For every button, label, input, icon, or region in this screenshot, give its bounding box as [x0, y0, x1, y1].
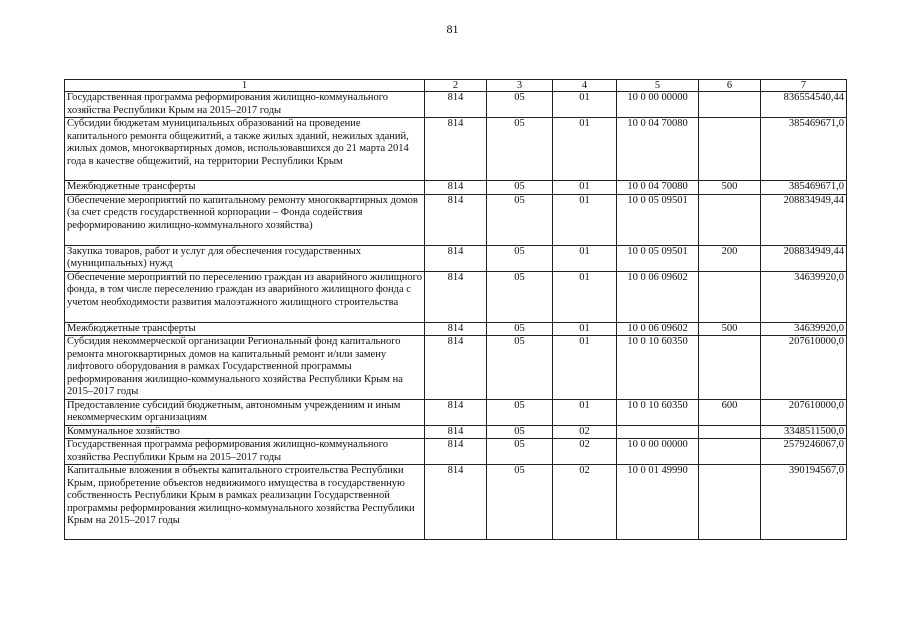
- table-row: [65, 118, 847, 181]
- target-article-code: 10 0 00 00000: [617, 92, 699, 118]
- row-name: Обеспечение мероприятий по переселению граждан из аварийного жилищного фонда, в том числе переселению граждан из аварийного жилищного фонда с учетом необходимости развития малоэтажного жилищного строительства: [65, 271, 425, 322]
- amount: 207610000,0: [761, 399, 847, 425]
- target-article-code: 10 0 10 60350: [617, 399, 699, 425]
- section-code: 05: [487, 245, 553, 271]
- section-code: 05: [487, 271, 553, 322]
- ministry-code: 814: [425, 92, 487, 118]
- ministry-code: 814: [425, 194, 487, 245]
- subsection-code: 01: [553, 181, 617, 195]
- amount: 34639920,0: [761, 271, 847, 322]
- target-article-code: 10 0 06 09602: [617, 322, 699, 336]
- row-name: Государственная программа реформирования жилищно-коммунального хозяйства Республики Крым на 2015–2017 годы: [65, 92, 425, 118]
- expense-type-code: [699, 92, 761, 118]
- header-cell-2: 2: [425, 80, 487, 92]
- section-code: 05: [487, 92, 553, 118]
- ministry-code: 814: [425, 271, 487, 322]
- target-article-code: 10 0 04 70080: [617, 181, 699, 195]
- header-cell-1: 1: [65, 80, 425, 92]
- subsection-code: 01: [553, 399, 617, 425]
- section-code: 05: [487, 439, 553, 465]
- expense-type-code: [699, 118, 761, 181]
- amount: 385469671,0: [761, 118, 847, 181]
- table-row: [65, 245, 847, 271]
- header-cell-7: 7: [761, 80, 847, 92]
- header-row: [65, 80, 847, 92]
- amount: 2579246067,0: [761, 439, 847, 465]
- header-cell-5: 5: [617, 80, 699, 92]
- expense-type-code: [699, 425, 761, 439]
- header-cell-6: 6: [699, 80, 761, 92]
- subsection-code: 02: [553, 439, 617, 465]
- section-code: 05: [487, 181, 553, 195]
- subsection-code: 02: [553, 465, 617, 540]
- table-row: [65, 271, 847, 322]
- table-row: [65, 425, 847, 439]
- subsection-code: 01: [553, 194, 617, 245]
- section-code: 05: [487, 399, 553, 425]
- table-row: [65, 439, 847, 465]
- amount: 207610000,0: [761, 336, 847, 400]
- subsection-code: 01: [553, 92, 617, 118]
- section-code: 05: [487, 118, 553, 181]
- subsection-code: 01: [553, 271, 617, 322]
- amount: 34639920,0: [761, 322, 847, 336]
- ministry-code: 814: [425, 322, 487, 336]
- page-number: 81: [446, 22, 459, 36]
- expense-type-code: [699, 336, 761, 400]
- ministry-code: 814: [425, 336, 487, 400]
- section-code: 05: [487, 425, 553, 439]
- row-name: Субсидии бюджетам муниципальных образований на проведение капитального ремонта общежитий, а также жилых зданий, нежилых зданий, жилых домов, многоквартирных домов, использовавшихся до 21 марта 2014 года в качестве общежитий, на территории Республики Крым: [65, 118, 425, 181]
- ministry-code: 814: [425, 245, 487, 271]
- ministry-code: 814: [425, 181, 487, 195]
- target-article-code: [617, 425, 699, 439]
- table-row: [65, 194, 847, 245]
- target-article-code: 10 0 04 70080: [617, 118, 699, 181]
- amount: 390194567,0: [761, 465, 847, 540]
- target-article-code: 10 0 05 09501: [617, 194, 699, 245]
- expense-type-code: 500: [699, 181, 761, 195]
- target-article-code: 10 0 10 60350: [617, 336, 699, 400]
- section-code: 05: [487, 194, 553, 245]
- subsection-code: 01: [553, 322, 617, 336]
- ministry-code: 814: [425, 425, 487, 439]
- amount: 385469671,0: [761, 181, 847, 195]
- section-code: 05: [487, 465, 553, 540]
- section-code: 05: [487, 322, 553, 336]
- target-article-code: 10 0 06 09602: [617, 271, 699, 322]
- expense-type-code: 600: [699, 399, 761, 425]
- expense-type-code: [699, 439, 761, 465]
- expense-type-code: 200: [699, 245, 761, 271]
- expense-type-code: [699, 465, 761, 540]
- row-name: Субсидия некоммерческой организации Региональный фонд капитального ремонта многоквартирных домов на капитальный ремонт и/или замену лифтового оборудования в рамках Государственной программы реформирования жилищно-коммунального хозяйства Республики Крым на 2015–2017 годы: [65, 336, 425, 400]
- amount: 208834949,44: [761, 245, 847, 271]
- ministry-code: 814: [425, 399, 487, 425]
- section-code: 05: [487, 336, 553, 400]
- target-article-code: 10 0 05 09501: [617, 245, 699, 271]
- row-name: Обеспечение мероприятий по капитальному ремонту многоквартирных домов (за счет средств государственной корпорации – Фонда содействия реформированию жилищно-коммунального хозяйства): [65, 194, 425, 245]
- ministry-code: 814: [425, 465, 487, 540]
- amount: 3348511500,0: [761, 425, 847, 439]
- header-cell-3: 3: [487, 80, 553, 92]
- target-article-code: 10 0 01 49990: [617, 465, 699, 540]
- subsection-code: 01: [553, 118, 617, 181]
- subsection-code: 02: [553, 425, 617, 439]
- row-name: Закупка товаров, работ и услуг для обеспечения государственных (муниципальных) нужд: [65, 245, 425, 271]
- row-name: Предоставление субсидий бюджетным, автономным учреждениям и иным некоммерческим организациям: [65, 399, 425, 425]
- amount: 836554540,44: [761, 92, 847, 118]
- expense-type-code: 500: [699, 322, 761, 336]
- header-cell-4: 4: [553, 80, 617, 92]
- amount: 208834949,44: [761, 194, 847, 245]
- table-row: [65, 92, 847, 118]
- expense-type-code: [699, 194, 761, 245]
- table-row: [65, 336, 847, 400]
- row-name: Межбюджетные трансферты: [65, 322, 425, 336]
- ministry-code: 814: [425, 439, 487, 465]
- table-row: [65, 399, 847, 425]
- row-name: Государственная программа реформирования жилищно-коммунального хозяйства Республики Крым на 2015–2017 годы: [65, 439, 425, 465]
- row-name: Капитальные вложения в объекты капитального строительства Республики Крым, приобретение объектов недвижимого имущества в государственную собственность Республики Крым в рамках реализации Государственной программы реформирования жилищно-коммунального хозяйства Республики Крым на 2015–2017 годы: [65, 465, 425, 540]
- budget-table: [64, 79, 847, 540]
- row-name: Межбюджетные трансферты: [65, 181, 425, 195]
- target-article-code: 10 0 00 00000: [617, 439, 699, 465]
- expense-type-code: [699, 271, 761, 322]
- table-row: [65, 181, 847, 195]
- table-row: [65, 322, 847, 336]
- table-row: [65, 465, 847, 540]
- row-name: Коммунальное хозяйство: [65, 425, 425, 439]
- ministry-code: 814: [425, 118, 487, 181]
- subsection-code: 01: [553, 245, 617, 271]
- subsection-code: 01: [553, 336, 617, 400]
